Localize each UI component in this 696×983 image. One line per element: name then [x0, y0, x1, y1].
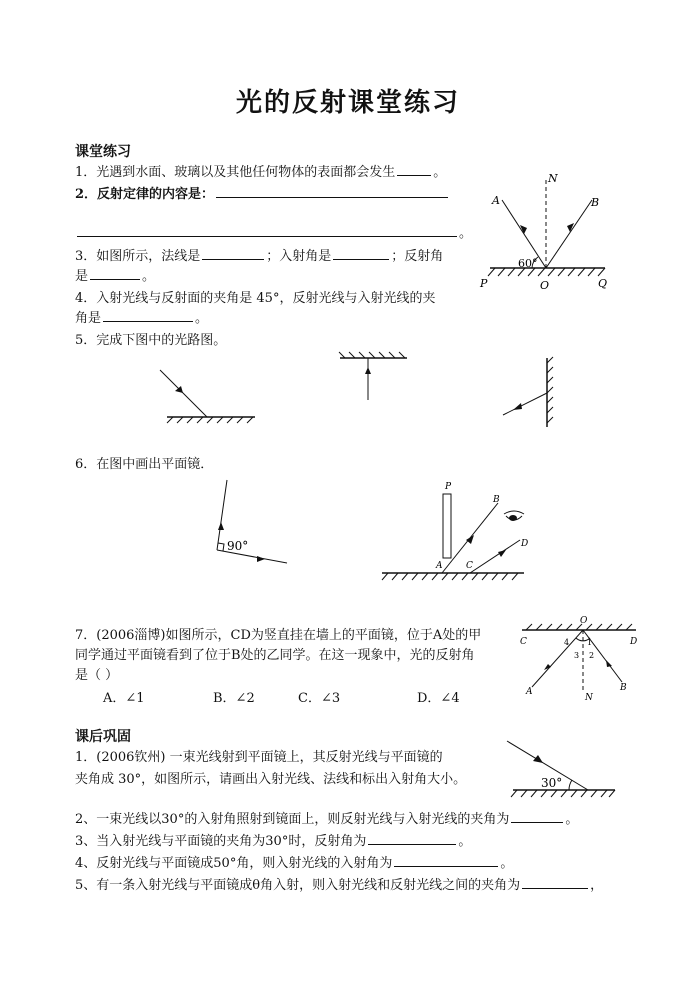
homework-question-4-text: 4、反射光线与平面镜成50°角，则入射光线的入射角为 [75, 856, 393, 871]
homework-question-2-end: 。 [565, 812, 579, 827]
label-angle-60: 60° [518, 257, 538, 270]
ray-arrow [466, 535, 474, 544]
label-Q: Q [598, 277, 608, 290]
label-B: B [493, 495, 500, 505]
question-3-text-c: ；反射角 [391, 249, 444, 264]
ray-arrow [513, 403, 522, 410]
question-4-text-b: 角是 [75, 311, 102, 326]
answer-blank-2b[interactable] [77, 235, 457, 237]
question-2 [75, 183, 450, 202]
question-2-end: 。 [459, 226, 473, 241]
label-angle-3: 3 [574, 651, 580, 660]
homework-question-3-end: 。 [458, 834, 472, 849]
option-d[interactable]: D．∠4 [417, 691, 460, 706]
ray-arrow [257, 556, 265, 562]
homework-question-5 [75, 874, 603, 893]
answer-blank-4[interactable] [103, 320, 193, 322]
mirror-figure-b [378, 480, 528, 585]
mirror-angle-figure [518, 612, 643, 707]
homework-question-3 [75, 830, 471, 849]
section-heading-classwork: 课堂练习 [75, 144, 131, 160]
question-3-text-b: ；入射角是 [266, 249, 332, 264]
label-O: O [580, 616, 588, 626]
answer-blank-2a[interactable] [216, 196, 448, 198]
homework-question-1: 1．(2006钦州) 一束光线射到平面镜上，其反射光线与平面镜的 [75, 750, 443, 765]
question-3 [75, 245, 443, 264]
question-7-line2: 同学通过平面镜看到了位于B处的乙同学。在这一现象中，光的反射角 [75, 648, 475, 663]
label-D: D [521, 539, 529, 549]
label-angle-90: 90° [227, 539, 249, 553]
section-heading-homework: 课后巩固 [75, 729, 131, 745]
question-2-line2 [75, 222, 472, 241]
page-title: 光的反射课堂练习 [235, 88, 460, 118]
answer-blank-3a[interactable] [202, 258, 264, 260]
label-angle-30: 30° [541, 776, 563, 790]
question-7: 7．(2006淄博)如图所示，CD为竖直挂在墙上的平面镜，位于A处的甲 [75, 628, 482, 643]
label-angle-2: 2 [589, 651, 595, 660]
answer-blank-1[interactable] [397, 174, 431, 176]
question-4-line2 [75, 307, 208, 326]
label-angle-4: 4 [564, 638, 570, 647]
label-A: A [436, 561, 443, 571]
option-a[interactable]: A．∠1 [103, 691, 145, 706]
label-N: N [585, 693, 593, 703]
homework-figure [505, 735, 620, 800]
question-1-text: 1．光遇到水面、玻璃以及其他任何物体的表面都会发生 [75, 165, 396, 180]
answer-blank-3c[interactable] [90, 278, 140, 280]
question-4: 4．入射光线与反射面的夹角是 45°，反射光线与入射光线的夹 [75, 291, 436, 306]
answer-blank-h4[interactable] [394, 865, 498, 867]
label-A: A [492, 194, 500, 207]
light-path-figure-1 [155, 365, 265, 425]
ray-arrow [606, 660, 612, 667]
label-P: P [445, 482, 452, 492]
answer-blank-h3[interactable] [368, 843, 456, 845]
ray-arrow [218, 522, 224, 530]
homework-question-5-end: ， [590, 878, 604, 893]
label-B: B [591, 196, 600, 209]
label-P: P [480, 277, 488, 290]
label-A: A [526, 687, 533, 697]
question-3-text-d: 是 [75, 269, 89, 284]
question-7-line3: 是（ ） [75, 668, 119, 683]
label-B: B [620, 683, 627, 693]
eye-icon [509, 515, 517, 521]
homework-question-4-end: 。 [500, 856, 514, 871]
mirror-figure-a [205, 475, 305, 575]
label-C: C [520, 637, 527, 647]
light-path-figure-2 [335, 350, 415, 405]
answer-blank-h5[interactable] [522, 887, 588, 889]
ray-arrow [365, 367, 371, 374]
label-angle-1: 1 [587, 638, 593, 647]
option-c[interactable]: C．∠3 [298, 691, 341, 706]
light-path-figure-3 [495, 355, 565, 430]
homework-question-2-text: 2、一束光线以30°的入射角照射到镜面上，则反射光线与入射光线的夹角为 [75, 812, 510, 827]
question-5: 5．完成下图中的光路图。 [75, 333, 227, 348]
question-2-text: 2．反射定律的内容是： [75, 187, 215, 202]
ray-arrow [498, 550, 506, 557]
homework-question-1-line2: 夹角成 30°，如图所示，请画出入射光线、法线和标出入射角大小。 [75, 772, 467, 787]
homework-question-3-text: 3、当入射光线与平面镜的夹角为30°时，反射角为 [75, 834, 367, 849]
label-N: N [548, 172, 558, 185]
homework-question-2 [75, 808, 578, 827]
answer-blank-3b[interactable] [333, 258, 389, 260]
homework-question-5-text: 5、有一条入射光线与平面镜成θ角入射，则入射光线和反射光线之间的夹角为 [75, 878, 521, 893]
reflection-figure [480, 170, 630, 295]
label-D: D [630, 637, 638, 647]
answer-blank-h2[interactable] [511, 821, 563, 823]
question-1 [75, 161, 446, 180]
question-6: 6．在图中画出平面镜． [75, 457, 214, 472]
ray-arrow [533, 755, 543, 763]
question-1-end: 。 [433, 165, 447, 180]
label-O: O [540, 279, 550, 292]
question-4-end: 。 [195, 311, 209, 326]
label-C: C [466, 561, 473, 571]
option-b[interactable]: B．∠2 [213, 691, 255, 706]
question-3-line2 [75, 265, 155, 284]
ray-arrow [175, 386, 183, 393]
homework-question-4 [75, 852, 513, 871]
question-3-end: 。 [142, 269, 156, 284]
question-3-text-a: 3．如图所示，法线是 [75, 249, 201, 264]
